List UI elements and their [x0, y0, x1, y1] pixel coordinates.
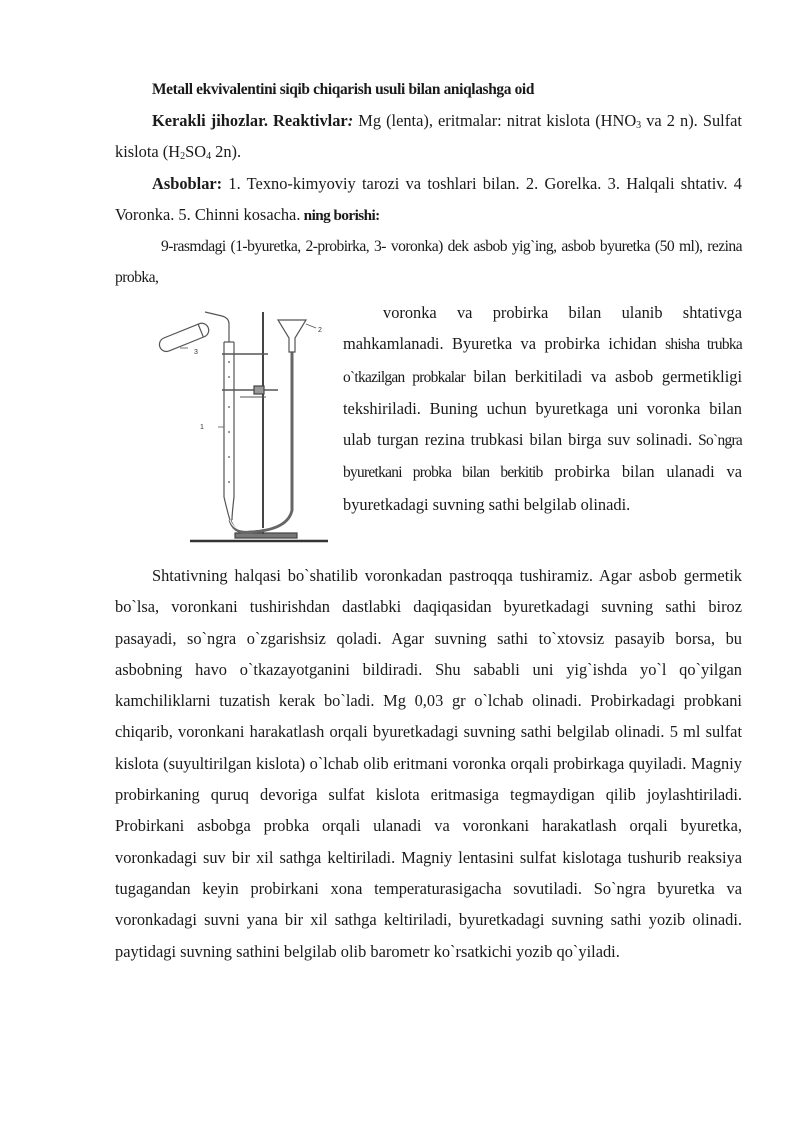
- figure-label-3: 3: [194, 349, 198, 356]
- reagents-paragraph: [115, 105, 742, 168]
- stand-foot: [235, 533, 297, 538]
- reagents-text-b: va 2 n). Sulfat kislota (H: [115, 111, 742, 162]
- clamp-holder: [254, 386, 264, 394]
- reagents-colon: :: [347, 111, 354, 130]
- main-paragraph: [115, 560, 742, 967]
- procedure-heading: ning borishi:: [300, 207, 380, 225]
- burette-right-wall: [232, 342, 234, 520]
- funnel-leader: [306, 324, 316, 328]
- equipment-paragraph: [115, 168, 742, 232]
- figure-label-1: 1: [200, 424, 204, 431]
- equipment-text: 1. Texno-kimyoviy tarozi va toshlari bilan. 2. Gorelka. 3. Halqali shtativ. 4 Voronka. 5. Chinni kosacha.: [115, 174, 742, 225]
- figure-intro-paragraph: [115, 231, 742, 294]
- wrapped-paragraph: [343, 297, 742, 520]
- section-title: [115, 74, 742, 105]
- connecting-tube: [205, 312, 229, 342]
- funnel: [278, 320, 306, 352]
- wrap-text-a: voronka va probirka bilan ulanib shtativga mahkamlanadi. Byuretka va probirka ichidan: [343, 303, 742, 354]
- apparatus-drawing: [150, 302, 340, 547]
- equipment-label: Asboblar:: [152, 174, 223, 193]
- reagents-sub-a: 3: [636, 120, 642, 131]
- reagents-label: Kerakli jihozlar. Reaktivlar: [152, 111, 348, 130]
- rubber-tube-outer: [230, 352, 292, 532]
- test-tube: [157, 321, 210, 353]
- figure-label-2: 2: [318, 327, 322, 334]
- reagents-text-c: SO: [185, 142, 207, 162]
- wrap-text-e: probirka bilan ulanadi va byuretkadagi suvning sathi belgilab olinadi.: [343, 462, 742, 514]
- title-text: Metall ekvivalentini siqib chiqarish usuli bilan aniqlashga oid: [152, 81, 535, 98]
- main-text: Shtativning halqasi bo`shatilib voronkadan pastroqqa tushiramiz. Agar asbob germetik bo`lsa, voronkani tushirishdan dastlabki daqiqasidan byuretkadagi suvning sathi biroz pasayadi, so`ngra o`zgarishsiz qoladi. Agar suvning sathi to`xtovsiz pasayib borsa, bu asbobning havo o`tkazayotganini bildiradi. Shu sababli uni yig`ishda yo`l qo`yilgan kamchiliklarni tuzatish kerak bo`ladi. Mg 0,03 gr o`lchab olinadi. Probirkadagi probkani chiqarib, voronkani harakatlash orqali byuretkadagi suvning sathi belgilab olinadi. 5 ml sulfat kislota (suyultirilgan kislota) o`lchab olib eritmani voronka orqali probirkaga quyiladi. Magniy probirkaning quruq devoriga sulfat kislota eritmasiga tegmaydigan qilib joylashtiriladi. Probirkani asbobga probka orqali ulanadi va voronkani harakatlash orqali byuretka, voronkadagi suv bir xil sathga keltiriladi. Magniy lentasini sulfat kislotaga tushurib reaksiya tugagandan keyin probirkani xona temperaturasigacha sovutiladi. So`ngra byuretka va voronkadagi suvni yana bir xil sathga keltiriladi, byuretkadagi suvning sathi yozib olinadi. paytidagi suvning sathini belgilab olib barometr ko`rsatkichi yozib qo`yiladi.: [115, 566, 742, 961]
- reagents-sub-c: 4: [206, 151, 212, 163]
- burette-left-wall: [224, 342, 230, 520]
- reagents-text-d: 2n).: [211, 142, 242, 162]
- wrap-text-d: So`ngra byuretkani probka bilan berkitib: [343, 432, 742, 482]
- reagents-text-a: Mg (lenta), eritmalar: nitrat kislota (HNO: [353, 111, 637, 130]
- figure-intro-text: 9-rasmdagi (1-byuretka, 2-probirka, 3- voronka) dek asbob yig`ing, asbob byuretka (50 ml), rezina probka,: [115, 238, 742, 287]
- wrap-text-c: bilan berkitiladi va asbob germetikligi tekshiriladi. Buning uchun byuretkaga uni voronka bilan ulab turgan rezina trubkasi bilan birga suv solinadi.: [343, 366, 742, 450]
- rubber-tube-inner: [230, 352, 290, 530]
- apparatus-figure: [150, 302, 340, 547]
- wrap-text-b: shisha trubka o`tkazilgan probkalar: [343, 336, 742, 386]
- reagents-sub-b: 2: [180, 151, 186, 163]
